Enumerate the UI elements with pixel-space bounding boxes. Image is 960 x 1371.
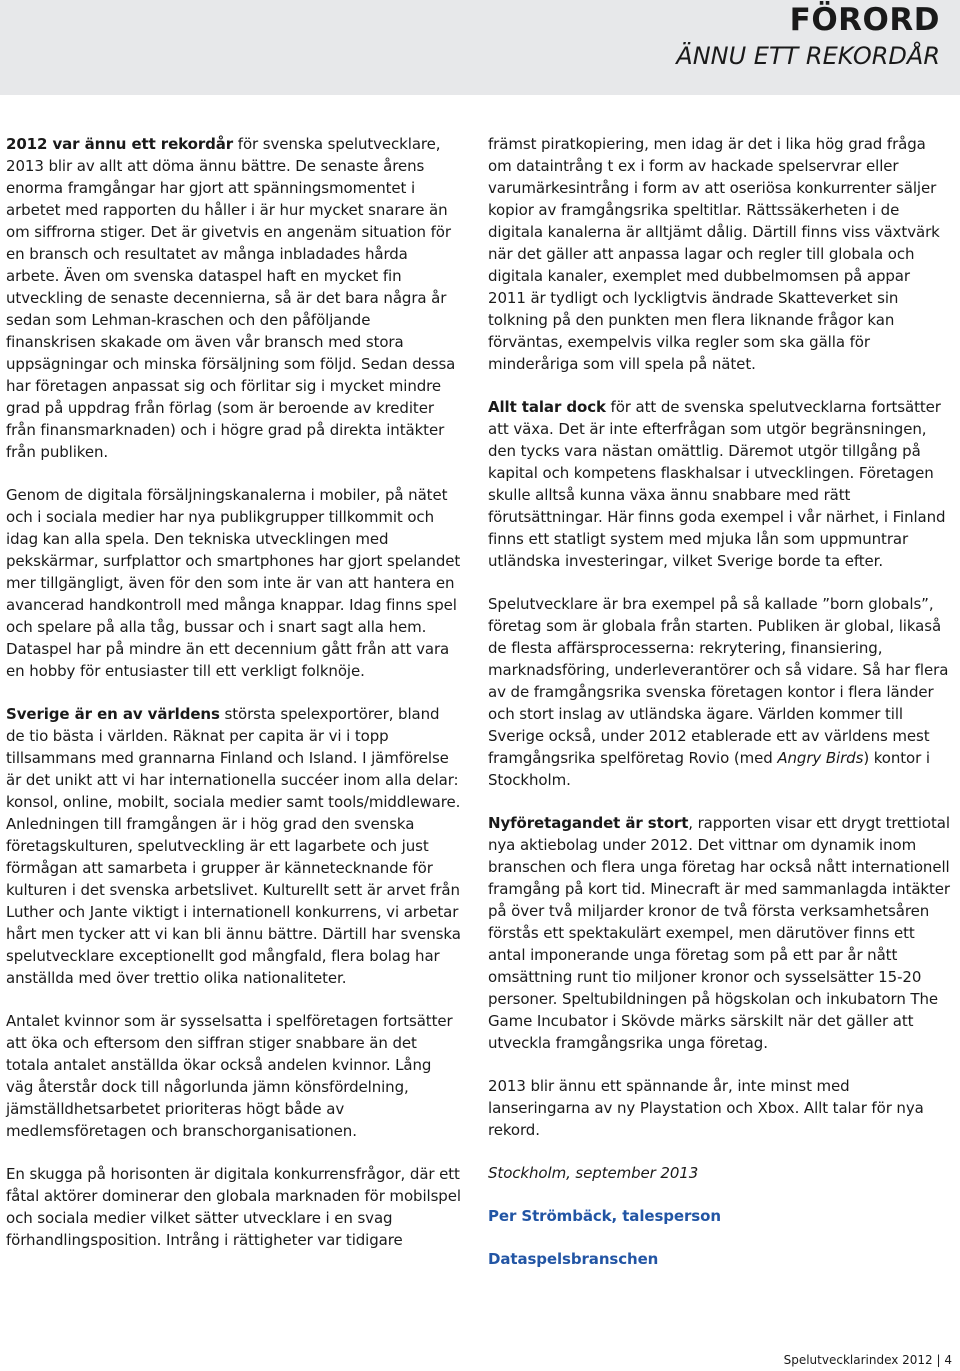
page-subtitle: ÄNNU ETT REKORDÅR xyxy=(676,42,940,70)
page-header xyxy=(0,0,960,95)
paragraph: Antalet kvinnor som är sysselsatta i spelföretagen fortsätter att öka och eftersom den siffran stiger snabbare än det totala antalet anställda ökar också andelen kvinnor. Lång väg återstår dock till någorlunda jämn könsfördelning, jämställdhetsarbetet prioriteras högt både av medlemsföretagen och branschorganisationen. xyxy=(6,1012,453,1140)
signature-org: Dataspelsbranschen xyxy=(488,1250,659,1268)
signature-place-date: Stockholm, september 2013 xyxy=(488,1164,699,1182)
paragraph xyxy=(6,133,461,463)
paragraph: En skugga på horisonten är digitala konkurrensfrågor, där ett fåtal aktörer dominerar den globala marknaden för mobilspel och sociala medier vilket sätter utvecklare i en svag förhandlingsposition. Intrång i rättigheter var tidigare xyxy=(6,1165,461,1249)
paragraph: 2013 blir ännu ett spännande år, inte minst med lanseringarna av ny Playstation och Xbox. Allt talar för nya rekord. xyxy=(488,1077,924,1139)
paragraph: Genom de digitala försäljningskanalerna i mobiler, på nätet och i sociala medier har nya publikgrupper tillkommit och idag kan alla spela. Den tekniska utvecklingen med pekskärmar, surfplattor och smartphones har gjort spelandet mer tillgängligt, även för den som inte är van att hantera en avancerad handkontroll med många knappar. Idag finns spel och spelare på alla tåg, bussar och i snart sagt alla hem. Dataspel har på mindre än ett decennium gått från att vara en hobby för entusiaster till ett verkligt folknöje. xyxy=(6,486,461,680)
paragraph xyxy=(488,396,952,572)
paragraph: främst piratkopiering, men idag är det i lika hög grad fråga om dataintrång t ex i form av hackade spelservrar eller varumärkesintrång i form av att oseriösa konkurrenter säljer kopior av framgångsrika speltitlar. Rättssäkerheten i de digitala kanalerna är alltjämt dålig. Därtill finns viss växtvärk när det gäller att anpassa lagar och regler till globala och digitala kanaler, exemplet med dubbelmomsen på appar 2011 är tydligt och lyckligtvis ändrade Skatteverket sin tolkning på den punkten men flera liknande frågor kan förväntas, exempelvis vilka regler som ska gälla för minderåriga som vill spela på nätet. xyxy=(488,135,940,373)
signature-name: Per Strömbäck, talesperson xyxy=(488,1207,721,1225)
body-text: största spelexportörer, bland de tio bästa i världen. Räknat per capita är vi i topp tillsammans med grannarna Finland och Island. I jämförelse är det unikt att vi har internationella succéer inom alla delar: konsol, online, mobilt, sociala medier samt tools/middleware. Anledningen till framgången är i hög grad den svenska företagskulturen, spelutveckling är ett lagarbete och just förmågan att samarbeta i grupper är kännetecknande för kulturen i det svenska arbetslivet. Kulturellt sett är arvet från Luther och Jante viktigt i internationell konkurrens, vi arbetar hårt men tycker att vi kan bli ännu bättre. Därtill har svenska spelutvecklare exceptionellt god mångfald, flera bolag har anställda med över trettio olika nationaliteter. xyxy=(6,705,461,987)
body-text: Spelutvecklare är bra exempel på så kallade ”born globals”, företag som är globala från starten. Publiken är global, likaså de flesta affärsprocesserna: rekrytering, finansiering, marknadsföring, underleverantörer och så vidare. Så har flera av de framgångsrika svenska företagen kontor i flera länder och stort inslag av utländska ägare. Världen kommer till Sverige också, under 2012 etablerade ett av världens mest framgångsrika spelföretag Rovio (med xyxy=(488,595,949,767)
italic-title: Angry Birds xyxy=(777,749,864,767)
paragraph xyxy=(6,703,461,989)
left-column xyxy=(6,133,461,1251)
lead-text: Allt talar dock xyxy=(488,398,606,416)
body-text: för att de svenska spelutvecklarna fortsätter att växa. Det är inte efterfrågan som utgör begränsningen, den tycks vara nästan omättlig. Däremot utgör tillgång på kapital och kompetens flaskhalsar i utvecklingen. Företagen skulle alltså kunna växa ännu snabbare med rätt förutsättningar. Här finns goda exempel i vår närhet, i Finland finns ett statligt system med mjuka lån som uppmuntrar utländska investeringar, vilket Sverige borde ta efter. xyxy=(488,398,946,570)
lead-text: 2012 var ännu ett rekordår xyxy=(6,135,234,153)
body-text: ) kontor i Stockholm. xyxy=(488,749,930,789)
signature xyxy=(488,1162,952,1270)
body-text: för svenska spelutvecklare, 2013 blir av allt att döma ännu bättre. De senaste årens enorma framgångar har gjort att spänningsmomentet i arbetet med rapporten du håller i är hur mycket snarare än om siffrorna stiger. Det är givetvis en angenäm situation för en bransch och resultatet av många inbladades hårda arbete. Även om svenska dataspel haft en mycket fin utveckling de senaste decennierna, så är det bara några år sedan som Lehman-kraschen och den påföljande finanskrisen skakade om även vår bransch med stora uppsägningar och minska försäljning som följd. Sedan dessa har företagen anpassat sig och förlitar sig i mycket mindre grad på uppdrag från förlag (som är beroende av krediter från finansmarknaden) och i högre grad på direkta intäkter från publiken. xyxy=(6,135,456,461)
page-title: FÖRORD xyxy=(789,2,940,38)
body-text: , rapporten visar ett drygt trettiotal nya aktiebolag under 2012. Det vittnar om dynamik inom branschen och flera unga företag har också nått internationell framgång på kort tid. Minecraft är med sammanlagda intäkter på över två miljarder kronor de två första verksamhetsåren förstås ett spektakulärt exempel, men därutöver finns ett antal imponerande unga företag som på ett par år nått omsättning runt tio miljoner kronor och sysselsätter 15-20 personer. Speltubildningen på högskolan och inkubatorn The Game Incubator i Skövde märks särskilt när det gäller att utveckla framgångsrika unga företag. xyxy=(488,814,950,1052)
lead-text: Nyföretagandet är stort xyxy=(488,814,689,832)
paragraph xyxy=(488,812,952,1054)
lead-text: Sverige är en av världens xyxy=(6,705,220,723)
page-footer: Spelutvecklarindex 2012 | 4 xyxy=(783,1353,952,1367)
paragraph xyxy=(488,593,952,791)
right-column xyxy=(488,133,952,1291)
